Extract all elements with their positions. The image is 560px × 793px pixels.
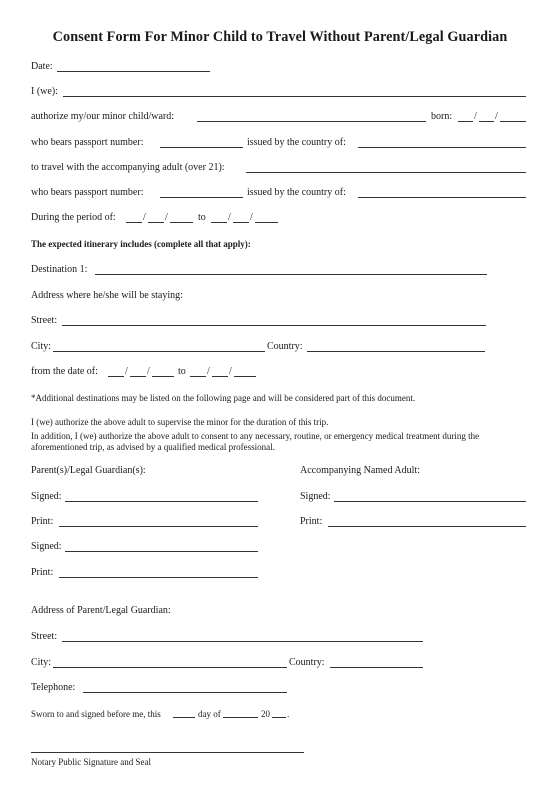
date-slash: / — [147, 366, 150, 377]
sworn-year-line[interactable] — [272, 717, 286, 718]
to-label: to — [178, 366, 186, 377]
parent-2-signature-line[interactable] — [65, 551, 258, 552]
sworn-month-line[interactable] — [223, 717, 258, 718]
date-slash: / — [495, 111, 498, 122]
i-we-line[interactable] — [63, 96, 526, 97]
sworn-text: Sworn to and signed before me, this — [31, 709, 161, 719]
child-country-line[interactable] — [358, 147, 526, 148]
parent-2-print-line[interactable] — [59, 577, 258, 578]
from-date-label: from the date of: — [31, 366, 98, 377]
sworn-day-of: day of — [198, 709, 221, 719]
issued-label: issued by the country of: — [247, 187, 346, 198]
adult-print-line[interactable] — [328, 526, 526, 527]
date-slash: / — [125, 366, 128, 377]
to-label: to — [198, 212, 206, 223]
date-slash: / — [143, 212, 146, 223]
sworn-period: . — [287, 709, 290, 719]
country-label: Country: — [267, 341, 303, 352]
street-label: Street: — [31, 631, 58, 642]
authorization-line-3: aforementioned trip, as advised by a qualified medical professional. — [31, 442, 275, 452]
child-label: authorize my/our minor child/ward: — [31, 111, 175, 122]
born-year-line[interactable] — [500, 121, 526, 122]
date-line[interactable] — [57, 71, 210, 72]
parent-telephone-line[interactable] — [83, 692, 287, 693]
born-day-line[interactable] — [479, 121, 494, 122]
authorization-line-1: I (we) authorize the above adult to supervise the minor for the duration of this trip. — [31, 417, 329, 427]
parent-1-print-line[interactable] — [59, 526, 258, 527]
parent-address-heading: Address of Parent/Legal Guardian: — [31, 605, 171, 616]
destination-label: Destination 1: — [31, 264, 88, 275]
staying-country-line[interactable] — [307, 351, 485, 352]
date-slash: / — [250, 212, 253, 223]
staying-address-label: Address where he/she will be staying: — [31, 290, 183, 301]
signed-label: Signed: — [300, 491, 331, 502]
child-name-line[interactable] — [197, 121, 426, 122]
period-start-year-line[interactable] — [170, 222, 193, 223]
country-label: Country: — [289, 657, 325, 668]
born-label: born: — [431, 111, 453, 122]
print-label: Print: — [31, 567, 54, 578]
notary-caption: Notary Public Signature and Seal — [31, 757, 151, 767]
until-month-line[interactable] — [190, 376, 206, 377]
date-slash: / — [474, 111, 477, 122]
child-passport-line[interactable] — [160, 147, 243, 148]
itinerary-heading: The expected itinerary includes (complete all that apply): — [31, 239, 251, 249]
from-month-line[interactable] — [108, 376, 124, 377]
street-label: Street: — [31, 315, 58, 326]
until-year-line[interactable] — [234, 376, 256, 377]
i-we-label: I (we): — [31, 86, 58, 97]
period-start-day-line[interactable] — [148, 222, 164, 223]
adult-heading: Accompanying Named Adult: — [300, 465, 420, 476]
period-label: During the period of: — [31, 212, 116, 223]
date-slash: / — [165, 212, 168, 223]
until-day-line[interactable] — [212, 376, 228, 377]
passport-label: who bears passport number: — [31, 187, 144, 198]
city-label: City: — [31, 657, 52, 668]
born-month-line[interactable] — [458, 121, 473, 122]
adult-passport-line[interactable] — [160, 197, 243, 198]
form-title: Consent Form For Minor Child to Travel Without Parent/Legal Guardian — [52, 29, 508, 45]
telephone-label: Telephone: — [31, 682, 76, 693]
period-start-month-line[interactable] — [126, 222, 142, 223]
sworn-year-prefix: 20 — [261, 709, 270, 719]
period-end-day-line[interactable] — [233, 222, 249, 223]
print-label: Print: — [300, 516, 323, 527]
signed-label: Signed: — [31, 491, 62, 502]
city-label: City: — [31, 341, 52, 352]
additional-destinations-note: *Additional destinations may be listed on the following page and will be considered part of this document. — [31, 393, 416, 403]
parent-city-line[interactable] — [53, 667, 287, 668]
signed-label: Signed: — [31, 541, 62, 552]
passport-label: who bears passport number: — [31, 137, 144, 148]
period-end-year-line[interactable] — [255, 222, 278, 223]
parent-country-line[interactable] — [330, 667, 423, 668]
date-label: Date: — [31, 61, 53, 72]
authorization-line-2: In addition, I (we) authorize the above adult to consent to any necessary, routine, or emergency medical treatment during the — [31, 431, 480, 441]
notary-signature-line[interactable] — [31, 752, 304, 753]
adult-name-line[interactable] — [246, 172, 526, 173]
period-end-month-line[interactable] — [211, 222, 227, 223]
date-slash: / — [207, 366, 210, 377]
date-slash: / — [229, 366, 232, 377]
sworn-day-line[interactable] — [173, 717, 195, 718]
destination-line[interactable] — [95, 274, 487, 275]
parent-1-signature-line[interactable] — [65, 501, 258, 502]
date-slash: / — [228, 212, 231, 223]
from-year-line[interactable] — [152, 376, 174, 377]
adult-label: to travel with the accompanying adult (over 21): — [31, 162, 225, 173]
adult-country-line[interactable] — [358, 197, 526, 198]
issued-label: issued by the country of: — [247, 137, 346, 148]
adult-signature-line[interactable] — [334, 501, 526, 502]
staying-city-line[interactable] — [53, 351, 265, 352]
parent-street-line[interactable] — [62, 641, 423, 642]
print-label: Print: — [31, 516, 54, 527]
parent-heading: Parent(s)/Legal Guardian(s): — [31, 465, 146, 476]
from-day-line[interactable] — [130, 376, 146, 377]
staying-street-line[interactable] — [62, 325, 486, 326]
